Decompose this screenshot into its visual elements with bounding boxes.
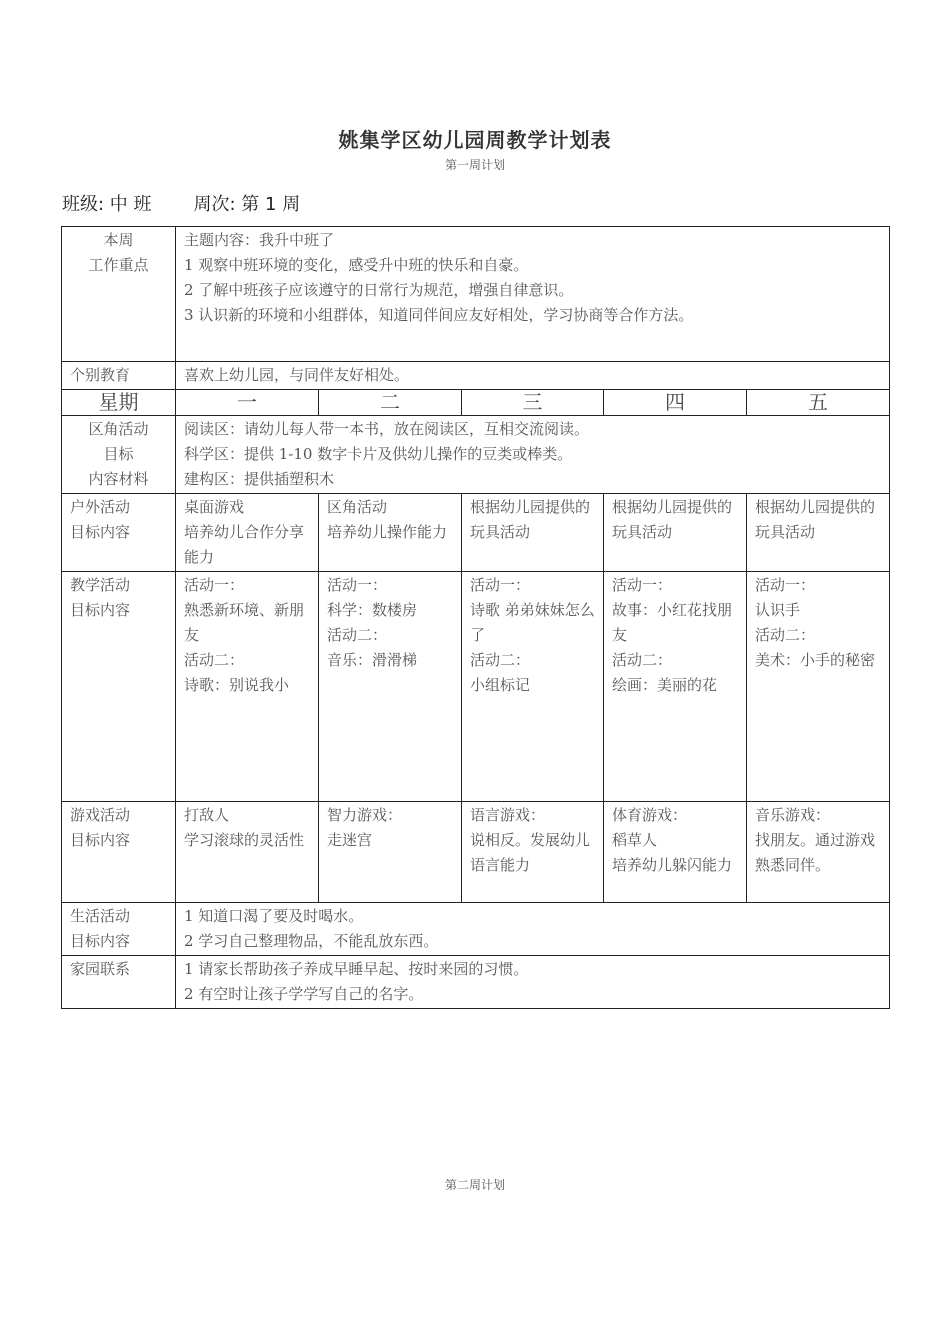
label-line: 生活活动 xyxy=(70,907,131,925)
cell-line: 体育游戏： xyxy=(612,806,688,824)
label-weekday: 星期 xyxy=(62,390,176,416)
weekday-3: 三 xyxy=(462,390,604,416)
cell-line: 活动二： xyxy=(327,626,388,644)
next-week-heading: 第二周计划 xyxy=(444,1178,505,1192)
cell-line: 活动一： xyxy=(327,576,388,594)
label-home-contact: 家园联系 xyxy=(62,956,176,1009)
teaching-day-4 xyxy=(604,572,747,802)
label-teaching xyxy=(62,572,176,802)
cell-line: 诗歌：别说我小 xyxy=(184,676,290,694)
row-teaching xyxy=(62,572,890,802)
week-label: 周次: 第 1 周 xyxy=(193,194,301,215)
cell-line: 音乐游戏： xyxy=(755,806,831,824)
label-line: 目标内容 xyxy=(70,601,131,619)
cell-line: 语言游戏： xyxy=(470,806,546,824)
weekly-plan-table xyxy=(61,226,890,1009)
cell-line: 根据幼儿园提供的玩具活动 xyxy=(755,498,876,541)
outdoor-day-4 xyxy=(604,494,747,572)
cell-line: 培养幼儿操作能力 xyxy=(327,523,448,541)
weekday-5: 五 xyxy=(747,390,890,416)
work-focus-content xyxy=(176,227,890,362)
home-contact-content xyxy=(176,956,890,1009)
outdoor-day-3 xyxy=(462,494,604,572)
cell-line: 活动一： xyxy=(184,576,245,594)
games-day-4 xyxy=(604,802,747,903)
label-line: 目标内容 xyxy=(70,523,131,541)
cell-line: 活动二： xyxy=(184,651,245,669)
life-line: 2 学习自己整理物品，不能乱放东西。 xyxy=(184,932,439,950)
focus-line: 2 了解中班孩子应该遵守的日常行为规范，增强自律意识。 xyxy=(184,281,574,299)
cell-line: 认识手 xyxy=(755,601,801,619)
cell-line: 活动二： xyxy=(755,626,816,644)
label-work-focus xyxy=(62,227,176,362)
outdoor-day-1 xyxy=(176,494,319,572)
label-line: 目标 xyxy=(103,445,134,463)
row-individual xyxy=(62,362,890,390)
page-title: 姚集学区幼儿园周教学计划表 xyxy=(338,128,612,152)
cell-line: 学习滚球的灵活性 xyxy=(184,831,305,849)
label-outdoor xyxy=(62,494,176,572)
games-day-5 xyxy=(747,802,890,903)
weekday-4: 四 xyxy=(604,390,747,416)
label-line: 内容材料 xyxy=(88,470,149,488)
corner-line: 建构区：提供插塑积木 xyxy=(184,470,335,488)
teaching-day-5 xyxy=(747,572,890,802)
cell-line: 小组标记 xyxy=(470,676,531,694)
home-line: 2 有空时让孩子学学写自己的名字。 xyxy=(184,985,424,1003)
weekday-2: 二 xyxy=(319,390,462,416)
row-weekdays xyxy=(62,390,890,416)
cell-line: 活动一： xyxy=(470,576,531,594)
focus-line: 1 观察中班环境的变化，感受升中班的快乐和自豪。 xyxy=(184,256,529,274)
games-day-3 xyxy=(462,802,604,903)
cell-line: 活动二： xyxy=(470,651,531,669)
label-line: 教学活动 xyxy=(70,576,131,594)
cell-line: 活动一： xyxy=(612,576,673,594)
cell-line: 诗歌 弟弟妹妹怎么了 xyxy=(470,601,595,644)
class-info xyxy=(62,190,300,216)
row-work-focus xyxy=(62,227,890,362)
weekday-1: 一 xyxy=(176,390,319,416)
label-individual: 个别教育 xyxy=(62,362,176,390)
row-outdoor xyxy=(62,494,890,572)
corner-line: 阅读区：请幼儿每人带一本书，放在阅读区，互相交流阅读。 xyxy=(184,420,590,438)
corner-line: 科学区：提供 1-10 数字卡片及供幼儿操作的豆类或棒类。 xyxy=(184,445,573,463)
teaching-day-3 xyxy=(462,572,604,802)
focus-line: 3 认识新的环境和小组群体，知道同伴间应友好相处，学习协商等合作方法。 xyxy=(184,306,694,324)
cell-line: 科学：数楼房 xyxy=(327,601,418,619)
cell-line: 走迷宫 xyxy=(327,831,373,849)
label-line: 目标内容 xyxy=(70,932,131,950)
cell-line: 桌面游戏 xyxy=(184,498,245,516)
row-life xyxy=(62,903,890,956)
life-line: 1 知道口渴了要及时喝水。 xyxy=(184,907,364,925)
week-subtitle: 第一周计划 xyxy=(444,158,505,172)
label-line: 户外活动 xyxy=(70,498,131,516)
label-line: 游戏活动 xyxy=(70,806,131,824)
teaching-day-2 xyxy=(319,572,462,802)
label-line: 工作重点 xyxy=(88,256,149,274)
corner-activity-content xyxy=(176,416,890,494)
cell-line: 区角活动 xyxy=(327,498,388,516)
row-corner-activity xyxy=(62,416,890,494)
label-life xyxy=(62,903,176,956)
cell-line: 活动二： xyxy=(612,651,673,669)
cell-line: 根据幼儿园提供的玩具活动 xyxy=(470,498,591,541)
cell-line: 绘画：美丽的花 xyxy=(612,676,718,694)
row-games xyxy=(62,802,890,903)
cell-line: 美术：小手的秘密 xyxy=(755,651,876,669)
teaching-day-1 xyxy=(176,572,319,802)
label-line: 本周 xyxy=(103,231,134,249)
individual-content: 喜欢上幼儿园，与同伴友好相处。 xyxy=(176,362,890,390)
cell-line: 找朋友。通过游戏熟悉同伴。 xyxy=(755,831,876,874)
focus-line: 主题内容：我升中班了 xyxy=(184,231,335,249)
label-games xyxy=(62,802,176,903)
cell-line: 培养幼儿躲闪能力 xyxy=(612,856,733,874)
cell-line: 稻草人 xyxy=(612,831,658,849)
cell-line: 熟悉新环境、新朋友 xyxy=(184,601,305,644)
label-line: 目标内容 xyxy=(70,831,131,849)
games-day-2 xyxy=(319,802,462,903)
label-corner-activity xyxy=(62,416,176,494)
outdoor-day-5 xyxy=(747,494,890,572)
cell-line: 说相反。发展幼儿语言能力 xyxy=(470,831,591,874)
outdoor-day-2 xyxy=(319,494,462,572)
label-line: 区角活动 xyxy=(88,420,149,438)
games-day-1 xyxy=(176,802,319,903)
cell-line: 音乐：滑滑梯 xyxy=(327,651,418,669)
cell-line: 活动一： xyxy=(755,576,816,594)
row-home-contact xyxy=(62,956,890,1009)
cell-line: 根据幼儿园提供的玩具活动 xyxy=(612,498,733,541)
home-line: 1 请家长帮助孩子养成早睡早起、按时来园的习惯。 xyxy=(184,960,529,978)
cell-line: 打敌人 xyxy=(184,806,230,824)
class-label: 班级: 中 班 xyxy=(62,194,152,215)
life-content xyxy=(176,903,890,956)
cell-line: 智力游戏： xyxy=(327,806,403,824)
cell-line: 培养幼儿合作分享能力 xyxy=(184,523,305,566)
cell-line: 故事：小红花找朋友 xyxy=(612,601,733,644)
